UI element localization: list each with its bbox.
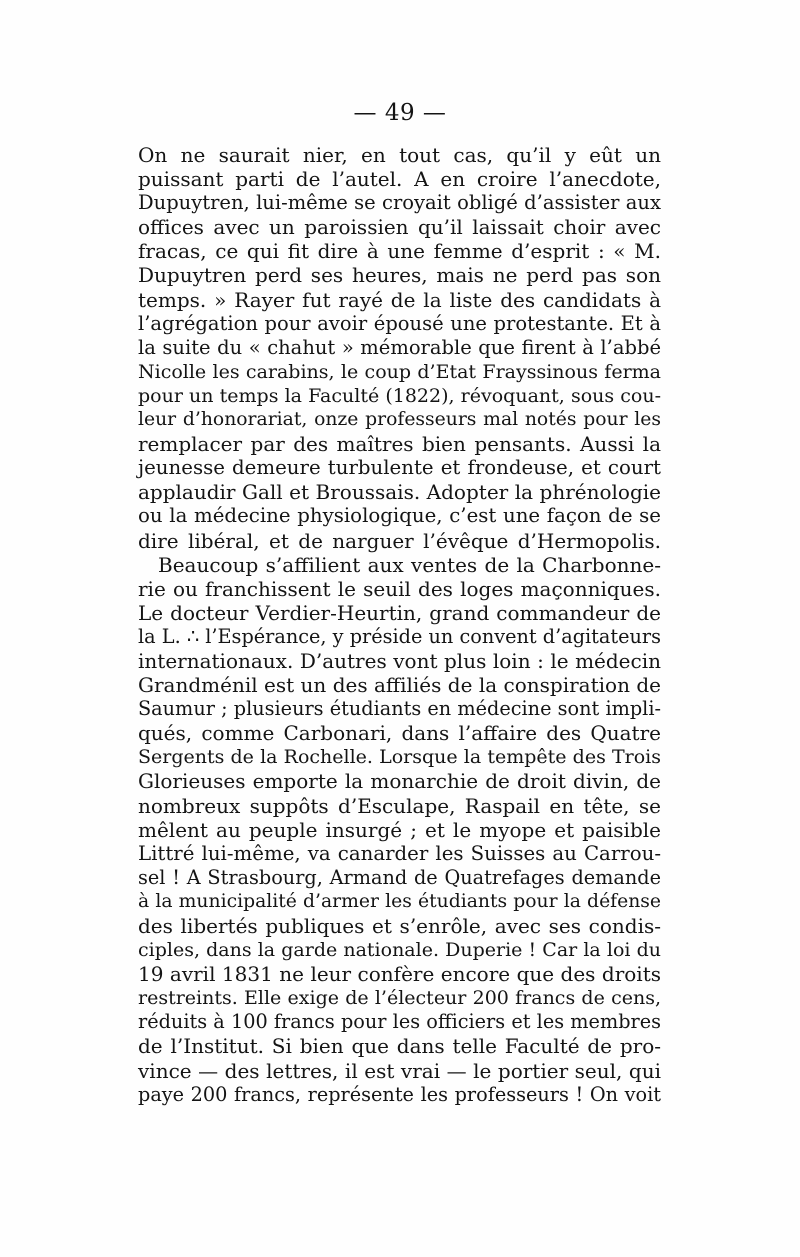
text-line: temps. » Rayer fut rayé de la liste des candidats à — [138, 287, 661, 312]
text-line: sel ! A Strasbourg, Armand de Quatrefages demande — [138, 865, 661, 889]
text-line: ciples, dans la garde nationale. Duperie ! Car la loi du — [138, 939, 661, 962]
text-line: ou la médecine physiologique, c’est une façon de se — [138, 504, 661, 528]
text-line: rie ou franchissent le seuil des loges maçonniques. — [138, 576, 661, 601]
text-line: nombreux suppôts d’Esculape, Raspail en tête, se — [138, 793, 661, 818]
page-number: — 49 — — [353, 100, 447, 126]
text-line: restreints. Elle exige de l’électeur 200 francs de cens, — [138, 987, 661, 1010]
text-line: remplacer par des maîtres bien pensants. Aussi la — [138, 432, 661, 457]
text-line: de l’Institut. Si bien que dans telle Faculté de pro- — [138, 1034, 661, 1059]
text-line: Le docteur Verdier-Heurtin, grand commandeur de — [138, 600, 661, 625]
text-line: Dupuytren, lui-même se croyait obligé d’assister aux — [138, 191, 661, 215]
text-line: Nicolle les carabins, le coup d’Etat Frayssinous ferma — [138, 360, 661, 383]
text-line: applaudir Gall et Broussais. Adopter la phrénologie — [138, 480, 661, 505]
text-line: Saumur ; plusieurs étudiants en médecine sont impli- — [138, 697, 661, 721]
text-line: puissant parti de l’autel. A en croire l’anecdote, — [138, 167, 661, 192]
text-line: à la municipalité d’armer les étudiants pour la défense — [138, 890, 661, 912]
text-line: Grandménil est un des affiliés de la conspiration de — [138, 673, 661, 698]
text-line: qués, comme Carbonari, dans l’affaire des Quatre — [138, 721, 661, 746]
text-line: la L. ∴ l’Espérance, y préside un convent d’agitateurs — [138, 624, 661, 648]
text-line: Glorieuses emporte la monarchie de droit divin, de — [138, 769, 661, 794]
text-line: Littré lui-même, va canarder les Suisses au Carrou- — [138, 841, 661, 865]
text-line: paye 200 francs, représente les professeurs ! On voit — [138, 1082, 661, 1106]
text-line: la suite du « chahut » mémorable que firent à l’abbé — [138, 335, 661, 359]
text-line: pour un temps la Faculté (1822), révoquant, sous cou- — [138, 384, 661, 407]
text-line: dire libéral, et de narguer l’évêque d’Hermopolis. — [138, 528, 661, 553]
text-line: vince — des lettres, il est vrai — le portier seul, qui — [138, 1058, 661, 1083]
text-line: offices avec un paroissien qu’il laissait choir avec — [138, 215, 661, 240]
text-line: Sergents de la Rochelle. Lorsque la tempête des Trois — [138, 746, 661, 769]
text-line: fracas, ce qui fit dire à une femme d’esprit : « M. — [138, 239, 661, 264]
paragraph-first-line: Beaucoup s’affilient aux ventes de la Charbonne- — [158, 552, 661, 577]
text-line: des libertés publiques et s’enrôle, avec ses condis- — [138, 914, 661, 938]
text-line: On ne saurait nier, en tout cas, qu’il y eût un — [138, 143, 661, 167]
text-line: leur d’honorariat, onze professeurs mal notés pour les — [138, 409, 661, 431]
text-line: l’agrégation pour avoir épousé une protestante. Et à — [138, 311, 661, 335]
text-line: 19 avril 1831 ne leur confère encore que des droits — [138, 962, 661, 987]
text-line: internationaux. D’autres vont plus loin : le médecin — [138, 648, 661, 673]
body-text — [138, 143, 661, 1107]
text-line: Dupuytren perd ses heures, mais ne perd pas son — [138, 263, 661, 288]
text-line: réduits à 100 francs pour les officiers et les membres — [138, 1010, 661, 1034]
text-line: jeunesse demeure turbulente et frondeuse, et court — [138, 456, 661, 480]
text-line: mêlent au peuple insurgé ; et le myope et paisible — [138, 817, 661, 842]
